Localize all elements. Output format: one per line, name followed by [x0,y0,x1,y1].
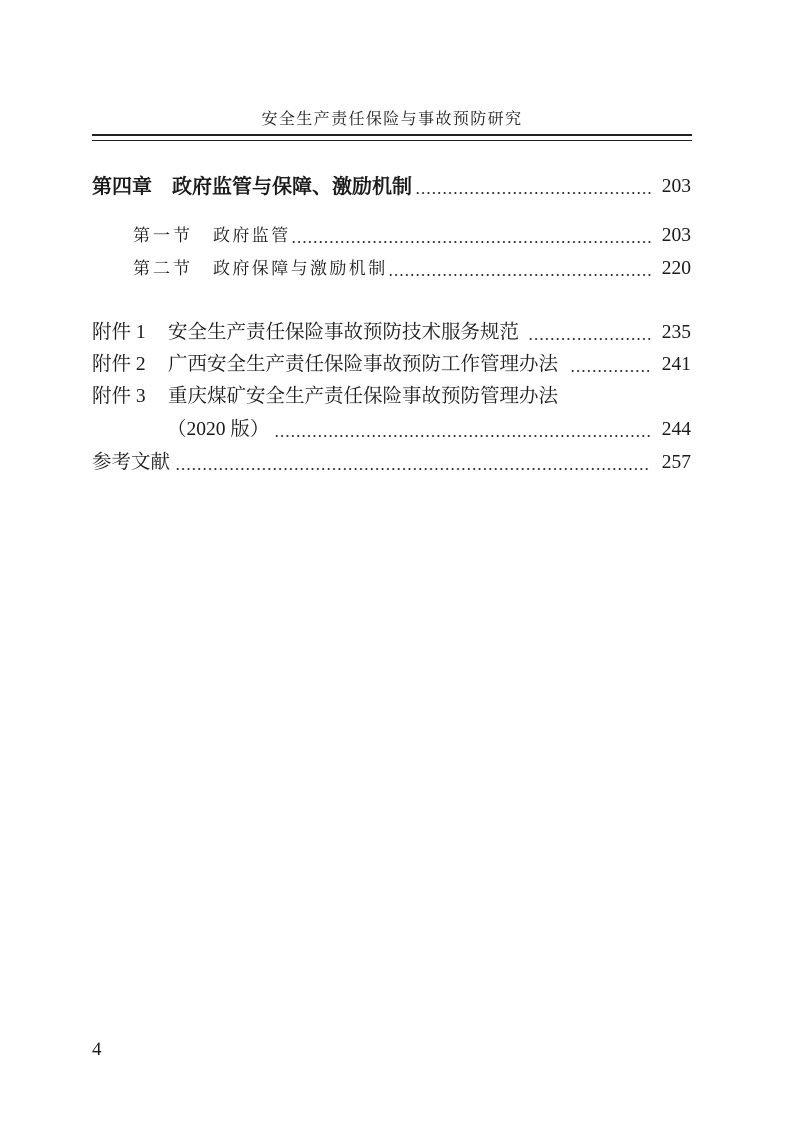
chapter-label: 第四章 [92,176,152,198]
toc-entry-appendix [92,349,691,381]
page-number: 241 [661,354,691,375]
dot-leader [528,317,651,349]
section-title: 政府监管 [213,226,291,245]
page-number: 244 [661,419,691,440]
appendix-label: 附件 1 [92,322,146,343]
header-rule-thick [92,134,692,136]
appendix-label: 附件 2 [92,354,146,375]
toc-entry-section [92,220,691,252]
section-title: 政府保障与激励机制 [213,259,388,278]
toc-entry-appendix-continuation [92,414,691,446]
dot-leader [274,414,650,446]
section-label: 第二节 [133,259,193,278]
appendix-label: 附件 3 [92,386,146,407]
dot-leader [570,349,651,381]
section-label: 第一节 [133,226,193,245]
toc-entry-appendix [92,317,691,349]
page-number: 203 [661,225,691,246]
page-number: 203 [661,176,691,197]
running-head: 安全生产责任保险与事故预防研究 [261,111,523,128]
appendix-title-continued: （2020 版） [167,419,270,440]
dot-leader [175,447,651,479]
dot-leader [415,171,651,203]
appendix-title: 广西安全生产责任保险事故预防工作管理办法 [168,354,559,375]
references-title: 参考文献 [92,452,171,473]
toc-entry-references [92,447,691,479]
page-number: 235 [661,322,691,343]
header-rule-thin [92,140,692,141]
appendix-title: 安全生产责任保险事故预防技术服务规范 [168,322,520,343]
folio-page-number: 4 [92,1039,102,1060]
dot-leader [388,253,651,285]
chapter-title: 政府监管与保障、激励机制 [172,176,412,198]
page-number: 257 [661,452,691,473]
appendix-title: 重庆煤矿安全生产责任保险事故预防管理办法 [168,386,559,407]
dot-leader [291,220,651,252]
toc-entry-section [92,253,691,285]
page-number: 220 [661,258,691,279]
toc-entry-chapter [92,171,691,203]
toc-entry-appendix [92,381,691,413]
